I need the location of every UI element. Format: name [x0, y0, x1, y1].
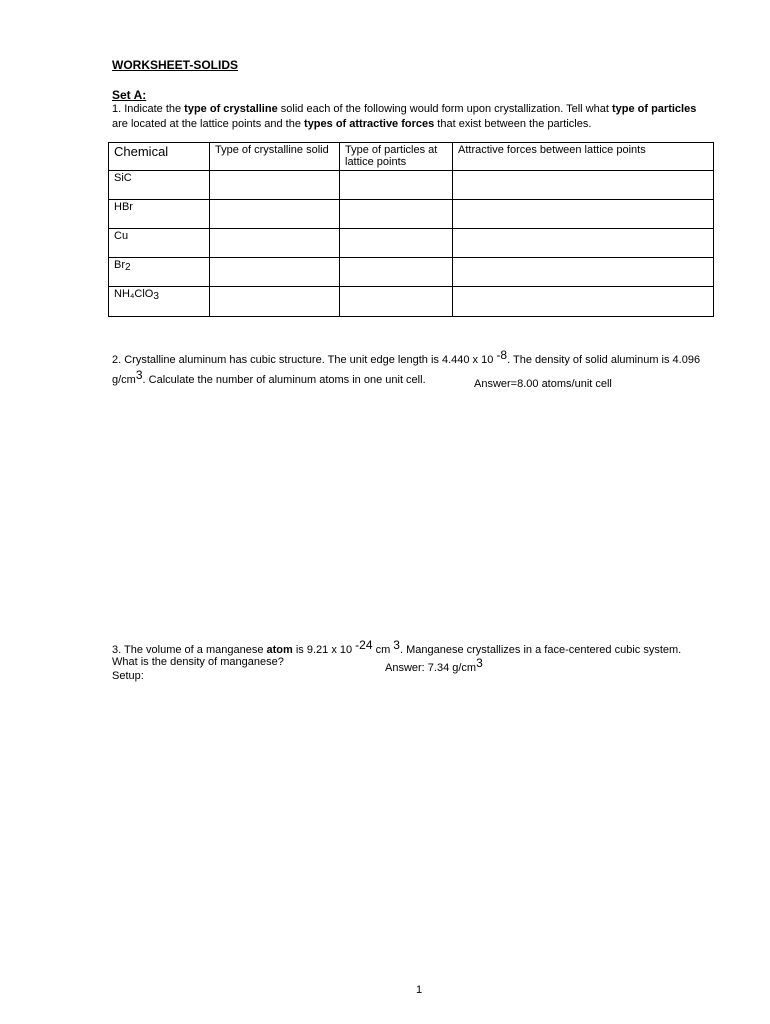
- answer-cell[interactable]: [210, 258, 340, 287]
- q2-answer: Answer=8.00 atoms/unit cell: [474, 378, 612, 390]
- answer-cell[interactable]: [340, 258, 453, 287]
- q1-text-2: solid each of the following would form upon crystallization. Tell what: [277, 103, 612, 115]
- q2-exponent-1: -8: [496, 348, 508, 362]
- q1-bold-1: type of crystalline: [184, 103, 278, 115]
- table-row: [109, 229, 714, 258]
- question-1: [112, 102, 727, 132]
- q2-text-3: . Calculate the number of aluminum atoms in one unit cell.: [142, 374, 426, 386]
- chemical-cell: Br2: [109, 258, 210, 287]
- q2-exponent-2: 3: [135, 368, 143, 382]
- worksheet-title: WORKSHEET-SOLIDS: [112, 58, 239, 72]
- q3-setup-label: Setup:: [112, 670, 144, 682]
- answer-cell[interactable]: [210, 200, 340, 229]
- table-row: [109, 200, 714, 229]
- q3-text-1: 3. The volume of a manganese: [112, 644, 267, 656]
- q3-exponent-1: -24: [355, 638, 373, 652]
- q3-answer-text: Answer: 7.34 g/cm: [385, 662, 477, 674]
- chemical-cell: NH₄ClO3: [109, 287, 210, 317]
- question-3: [112, 638, 732, 658]
- q3-text-2: is 9.21 x 10: [292, 644, 356, 656]
- table-row: [109, 287, 714, 317]
- q2-text-1: 2. Crystalline aluminum has cubic structure. The unit edge length is 4.440 x 10: [112, 354, 497, 366]
- header-chemical: Chemical: [109, 143, 210, 171]
- answer-cell[interactable]: [210, 229, 340, 258]
- header-attractive-forces: Attractive forces between lattice points: [453, 143, 714, 171]
- answer-cell[interactable]: [210, 171, 340, 200]
- table-header-row: [109, 143, 714, 171]
- answer-cell[interactable]: [340, 171, 453, 200]
- page-number: 1: [416, 984, 423, 996]
- chemical-cell: Cu: [109, 229, 210, 258]
- crystal-table: [108, 142, 714, 317]
- question-2: [112, 348, 727, 388]
- q3-bold-1: atom: [266, 644, 293, 656]
- q2-text-2: . The density of solid aluminum is 4.096 g/cm: [112, 354, 701, 386]
- q3-answer: [385, 656, 483, 674]
- answer-cell[interactable]: [453, 229, 714, 258]
- q3-text-3: cm: [372, 644, 394, 656]
- q1-text-3: are located at the lattice points and the: [112, 118, 305, 130]
- table-row: [109, 171, 714, 200]
- q3-question: What is the density of manganese?: [112, 656, 284, 668]
- chemical-cell: HBr: [109, 200, 210, 229]
- answer-cell[interactable]: [340, 200, 453, 229]
- answer-cell[interactable]: [340, 287, 453, 317]
- q1-text-1: 1. Indicate the: [112, 103, 185, 115]
- header-crystalline-solid: Type of crystalline solid: [210, 143, 340, 171]
- q3-exponent-2: 3: [393, 638, 400, 652]
- answer-cell[interactable]: [210, 287, 340, 317]
- q1-text-4: that exist between the particles.: [434, 118, 592, 130]
- q3-text-4: . Manganese crystallizes in a face-centered cubic system.: [399, 644, 682, 656]
- answer-cell[interactable]: [340, 229, 453, 258]
- q1-bold-3: types of attractive forces: [304, 118, 435, 130]
- answer-cell[interactable]: [453, 171, 714, 200]
- q3-answer-exponent: 3: [476, 656, 483, 670]
- answer-cell[interactable]: [453, 287, 714, 317]
- answer-cell[interactable]: [453, 200, 714, 229]
- header-particles: Type of particles at lattice points: [340, 143, 453, 171]
- chemical-cell: SiC: [109, 171, 210, 200]
- set-label: Set A:: [112, 88, 147, 102]
- q1-bold-2: type of particles: [611, 103, 697, 115]
- table-row: [109, 258, 714, 287]
- answer-cell[interactable]: [453, 258, 714, 287]
